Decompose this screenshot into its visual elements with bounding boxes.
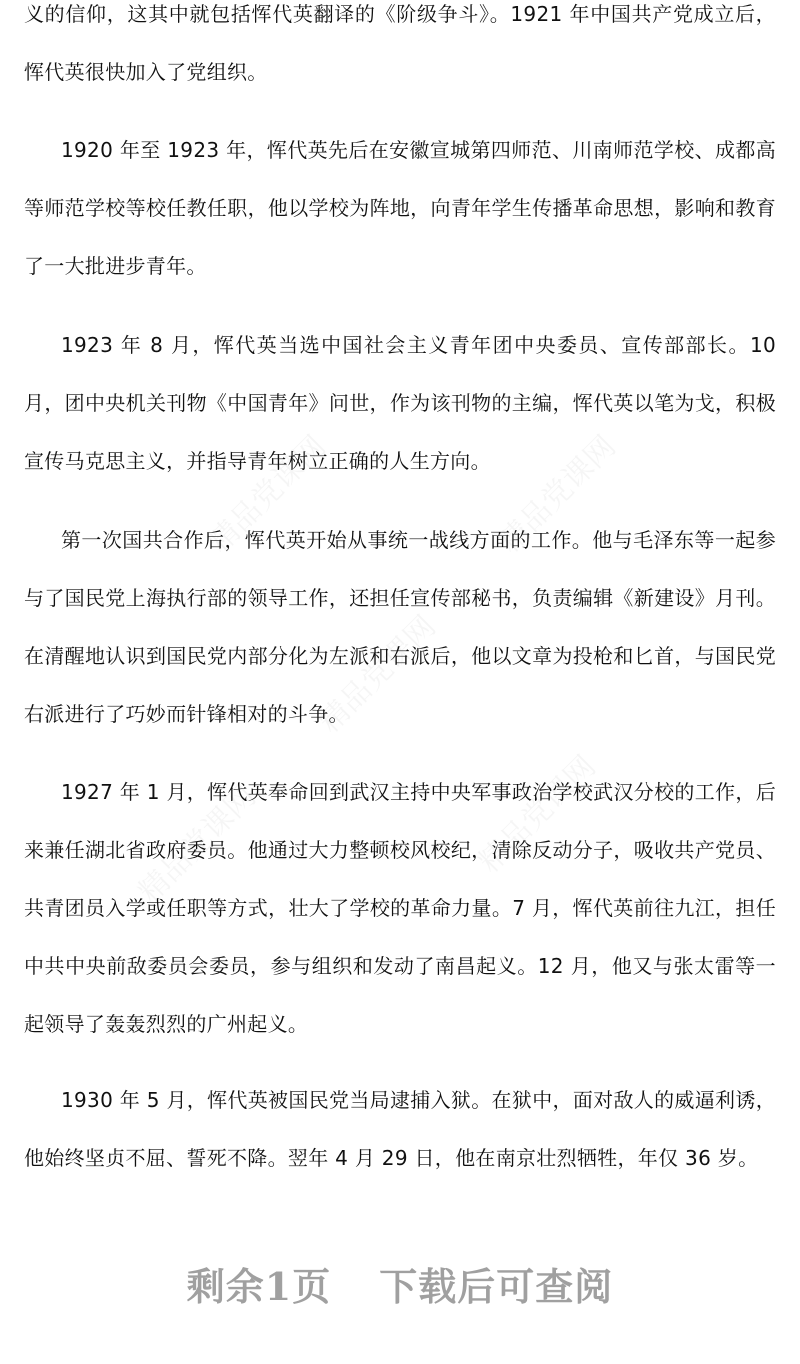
paragraph-wuhan-uprising: 1927 年 1 月，恽代英奉命回到武汉主持中央军事政治学校武汉分校的工作，后来兼任湖北省政府委员。他通过大力整顿校风校纪，清除反动分子，吸收共产党员、共青团员入学或任职等方式，壮大了学校的革命力量。7 月，恽代英前往九江，担任中共中央前敌委员会委员，参与组织和发动了南昌起义。12 月，他又与张太雷等一起领导了轰轰烈烈的广州起义。	[24, 780, 776, 1036]
download-to-view-text: 下载后可查阅	[379, 1264, 614, 1309]
paragraph-imprisonment: 1930 年 5 月，恽代英被国民党当局逮捕入狱。在狱中，面对敌人的威逼利诱，他始终坚贞不屈、誓死不降。翌年 4 月 29 日，他在南京壮烈牺牲，年仅 36 岁。	[24, 1088, 776, 1170]
paragraph-continuation: 义的信仰，这其中就包括恽代英翻译的《阶级争斗》。1921 年中国共产党成立后，恽代英很快加入了党组织。	[24, 2, 776, 84]
paragraph-united-front: 第一次国共合作后，恽代英开始从事统一战线方面的工作。他与毛泽东等一起参与了国民党上海执行部的领导工作，还担任宣传部秘书，负责编辑《新建设》月刊。在清醒地认识到国民党内部分化为左派和右派后，他以文章为投枪和匕首，与国民党右派进行了巧妙而针锋相对的斗争。	[24, 528, 776, 726]
remaining-pages-text: 剩余1页	[186, 1264, 332, 1309]
download-prompt-banner[interactable]	[0, 1256, 800, 1311]
paragraph-youth-league: 1923 年 8 月，恽代英当选中国社会主义青年团中央委员、宣传部部长。10 月，团中央机关刊物《中国青年》问世，作为该刊物的主编，恽代英以笔为戈，积极宣传马克思主义，并指导青年树立正确的人生方向。	[24, 333, 776, 473]
paragraph-teaching-career: 1920 年至 1923 年，恽代英先后在安徽宣城第四师范、川南师范学校、成都高等师范学校等校任教任职，他以学校为阵地，向青年学生传播革命思想，影响和教育了一大批进步青年。	[24, 138, 776, 278]
